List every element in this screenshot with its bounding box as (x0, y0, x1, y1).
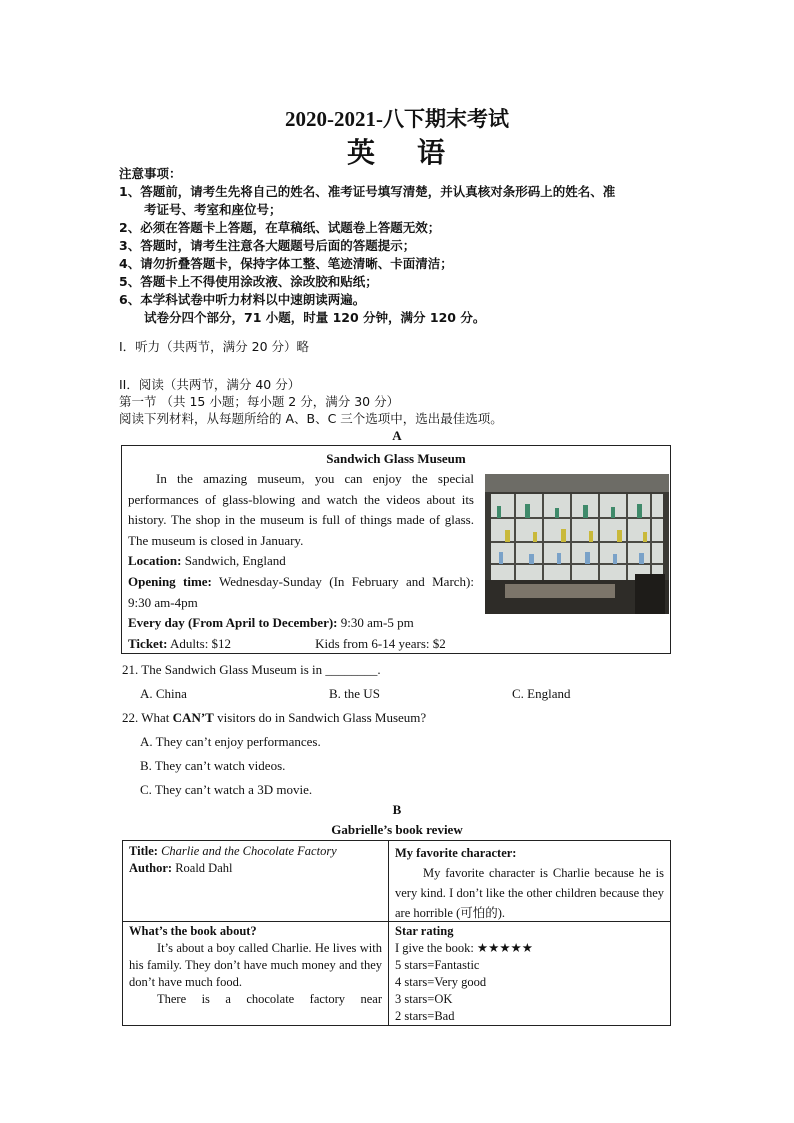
part2-heading: II．阅读（共两节，满分 40 分） (119, 377, 301, 392)
passage-a-box (121, 445, 671, 654)
passage-b-heading: Gabrielle’s book review (331, 822, 463, 837)
q22-option-c[interactable]: C. They can’t watch a 3D movie. (140, 782, 313, 797)
q21-option-c[interactable]: C. England (512, 686, 571, 701)
passage-a-text: In the amazing museum, you can enjoy the special performances of glass-blowing and watch the videos about its history. The shop in the museum is full of things made of glass. The museum is closed in January. Location: Sandwich, England Opening time: Wednesday-Sunday (In February and March): 9:30 am-4pm Every day (From April to December): 9:30 am-5 pm Ticket: Adults: $12 Kids from 6-14 years: $2 (128, 471, 474, 651)
q21-option-b[interactable]: B. the US (329, 686, 380, 701)
q21-option-a[interactable]: A. China (140, 686, 187, 701)
instructions: 注意事项： 1、答题前，请考生先将自己的姓名、准考证号填写清楚，并认真核对条形码上的姓名、准 考证号、考室和座位号； 2、必须在答题卡上答题，在草稿纸、试题卷上答题无效； 3、答题时，请考生注意各大题题号后面的答题提示； 4、请勿折叠答题卡，保持字体工整、笔迹清晰、卡面清洁； 5、答题卡上不得使用涂改液、涂改胶和贴纸； 6、本学科试卷中听力材料以中速朗读两遍。 试卷分四个部分，71 小题，时量 120 分钟，满分 120 分。 (119, 166, 616, 325)
q22-option-b[interactable]: B. They can’t watch videos. (140, 758, 286, 773)
question-22: 22. What CAN’T visitors do in Sandwich Glass Museum? (122, 710, 427, 725)
book-info-cell: Title: Charlie and the Chocolate Factory Author: Roald Dahl (129, 844, 337, 875)
subject-title: 英 语 (346, 138, 448, 169)
section-heading: 第一节 （共 15 小题；每小题 2 分，满分 30 分） (119, 394, 400, 409)
passage-b-letter: B (392, 802, 402, 817)
question-21: 21. The Sandwich Glass Museum is in ________. (122, 662, 381, 677)
favorite-character-cell: My favorite character: My favorite character is Charlie because he is very kind. I don’t like the other children because they are horrible (可怕的). (395, 846, 664, 920)
book-review-table (122, 840, 671, 1026)
passage-a-heading: Sandwich Glass Museum (326, 451, 466, 466)
exam-title: 2020-2021-八下期末考试 (285, 107, 509, 131)
q22-option-a[interactable]: A. They can’t enjoy performances. (140, 734, 321, 749)
museum-photo (485, 474, 669, 614)
passage-a-letter: A (392, 428, 402, 443)
part1-heading: I．听力（共两节，满分 20 分）略 (119, 339, 310, 354)
star-rating-cell: Star rating I give the book: ★★★★★ 5 stars=Fantastic 4 stars=Very good 3 stars=OK 2 stars=Bad (389, 923, 670, 1025)
reading-instruction: 阅读下列材料，从每题所给的 A、B、C 三个选项中，选出最佳选项。 (119, 411, 503, 426)
museum-photo-illustration (485, 474, 669, 614)
book-about-cell: What’s the book about? It’s about a boy called Charlie. He lives with his family. They don’t have much money and they don’t have much food. There is a chocolate factory near (129, 924, 382, 1006)
rating-given: I give the book: ★★★★★ (395, 941, 533, 955)
